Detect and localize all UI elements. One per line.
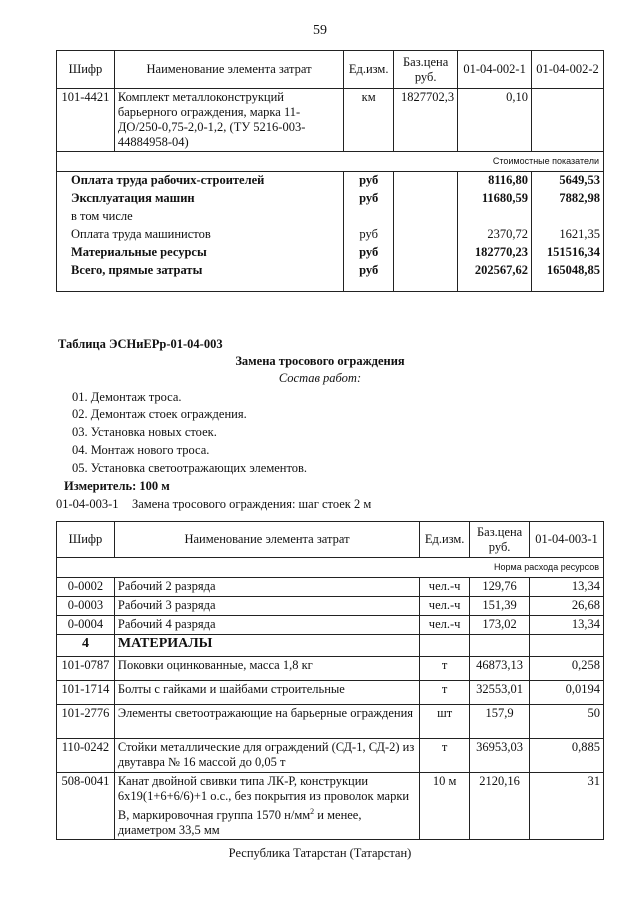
summary-row-unit: руб: [344, 262, 394, 292]
summary-row-name: Оплата труда машинистов: [57, 226, 344, 244]
material-name: [114, 773, 419, 840]
row-unit: чел.-ч: [420, 578, 470, 597]
material-name: Болты с гайками и шайбами строительные: [114, 681, 419, 705]
cost-table-1: [56, 50, 604, 292]
group-code: 4: [57, 635, 115, 657]
row-name: Рабочий 3 разряда: [114, 597, 419, 616]
material-price: 36953,03: [470, 739, 530, 773]
material-value: 50: [530, 705, 604, 739]
material-code: 101-1714: [57, 681, 115, 705]
item-code: 101-4421: [57, 89, 115, 152]
material-price: 32553,01: [470, 681, 530, 705]
header-col1: 01-04-003-1: [530, 522, 604, 558]
summary-row-name: Эксплуатация машин: [57, 190, 344, 208]
summary-row-value: 8116,80: [458, 172, 532, 190]
material-value: 31: [530, 773, 604, 840]
row-price: 129,76: [470, 578, 530, 597]
section-heading: Замена тросового ограждения: [235, 354, 405, 368]
item-price: 1827702,3: [394, 89, 458, 152]
summary-row-value: 11680,59: [458, 190, 532, 208]
summary-row-value: 5649,53: [532, 172, 604, 190]
summary-row-value: 182770,23: [458, 244, 532, 262]
summary-row-value: 202567,62: [458, 262, 532, 292]
work-item: 01. Демонтаж троса.: [72, 390, 182, 404]
material-code: 101-2776: [57, 705, 115, 739]
summary-row-value: 151516,34: [532, 244, 604, 262]
meter-label: Измеритель: 100 м: [64, 479, 170, 493]
material-value: 0,258: [530, 657, 604, 681]
summary-row-value: 2370,72: [458, 226, 532, 244]
summary-row-name: Оплата труда рабочих-строителей: [57, 172, 344, 190]
header-col1: 01-04-002-1: [458, 51, 532, 89]
row-name: Рабочий 4 разряда: [114, 616, 419, 635]
material-name: Стойки металлические для ограждений (СД-1, СД-2) из двутавра № 16 массой до 0,05 т: [114, 739, 419, 773]
row-value: 13,34: [530, 578, 604, 597]
material-unit: т: [420, 681, 470, 705]
material-unit: т: [420, 657, 470, 681]
material-code: 101-0787: [57, 657, 115, 681]
material-code: 508-0041: [57, 773, 115, 840]
row-code: 0-0004: [57, 616, 115, 635]
variant-code: 01-04-003-1: [56, 497, 119, 511]
summary-row-name: в том числе: [57, 208, 344, 226]
item-value-1: 0,10: [458, 89, 532, 152]
material-price: 46873,13: [470, 657, 530, 681]
material-unit: 10 м: [420, 773, 470, 840]
page-number: 59: [313, 23, 327, 38]
footer-region: Республика Татарстан (Татарстан): [228, 846, 412, 860]
row-value: 26,68: [530, 597, 604, 616]
row-code: 0-0003: [57, 597, 115, 616]
variant-name: Замена тросового ограждения: шаг стоек 2 м: [132, 497, 372, 511]
material-value: 0,885: [530, 739, 604, 773]
row-price: 173,02: [470, 616, 530, 635]
row-unit: чел.-ч: [420, 597, 470, 616]
work-item: 04. Монтаж нового троса.: [72, 443, 210, 457]
group-name: МАТЕРИАЛЫ: [114, 635, 419, 657]
work-item: 02. Демонтаж стоек ограждения.: [72, 407, 247, 421]
material-name-superscript: 2: [310, 807, 315, 816]
item-unit: км: [344, 89, 394, 152]
section-label: Норма расхода ресурсов: [57, 558, 604, 578]
item-name: Комплект металлоконструкций барьерного ограждения, марка 11-ДО/250-0,75-2,0-1,2, (ТУ 5216-003-44884958-04): [114, 89, 343, 152]
section-label: Стоимостные показатели: [57, 152, 604, 172]
header-code: Шифр: [57, 51, 115, 89]
item-value-2: [532, 89, 604, 152]
material-name-text: и менее, диаметром 33,5 мм: [117, 808, 362, 838]
header-code: Шифр: [57, 522, 115, 558]
row-value: 13,34: [530, 616, 604, 635]
summary-row-unit: руб: [344, 190, 394, 208]
material-name-text: Канат двойной свивки типа ЛК-Р, конструкции 6х19(1+6+6/6)+1 о.с., без покрытия из проволок марки В, маркировочная группа 1570 н/мм: [117, 774, 410, 823]
header-price: Баз.цена руб.: [394, 51, 458, 89]
row-price: 151,39: [470, 597, 530, 616]
section-subheading: Состав работ:: [278, 371, 362, 385]
material-price: 157,9: [470, 705, 530, 739]
summary-row-unit: руб: [344, 226, 394, 244]
header-unit: Ед.изм.: [344, 51, 394, 89]
work-item: 03. Установка новых стоек.: [72, 425, 217, 439]
summary-row-name: Материальные ресурсы: [57, 244, 344, 262]
summary-row-value: 7882,98: [532, 190, 604, 208]
summary-row-unit: руб: [344, 244, 394, 262]
material-name: Поковки оцинкованные, масса 1,8 кг: [114, 657, 419, 681]
header-unit: Ед.изм.: [420, 522, 470, 558]
material-name: Элементы светоотражающие на барьерные ограждения: [114, 705, 419, 739]
header-name: Наименование элемента затрат: [114, 51, 343, 89]
summary-row-unit: руб: [344, 172, 394, 190]
summary-row-value: 165048,85: [532, 262, 604, 292]
work-item: 05. Установка светоотражающих элементов.: [72, 461, 308, 475]
material-value: 0,0194: [530, 681, 604, 705]
cost-table-2: [56, 521, 604, 840]
material-unit: т: [420, 739, 470, 773]
row-code: 0-0002: [57, 578, 115, 597]
row-unit: чел.-ч: [420, 616, 470, 635]
summary-row-name: Всего, прямые затраты: [57, 262, 344, 292]
material-unit: шт: [420, 705, 470, 739]
row-name: Рабочий 2 разряда: [114, 578, 419, 597]
header-col2: 01-04-002-2: [532, 51, 604, 89]
header-price: Баз.цена руб.: [470, 522, 530, 558]
material-price: 2120,16: [470, 773, 530, 840]
header-name: Наименование элемента затрат: [114, 522, 419, 558]
material-code: 110-0242: [57, 739, 115, 773]
summary-row-value: 1621,35: [532, 226, 604, 244]
table-title: Таблица ЭСНиЕРр-01-04-003: [58, 337, 223, 351]
